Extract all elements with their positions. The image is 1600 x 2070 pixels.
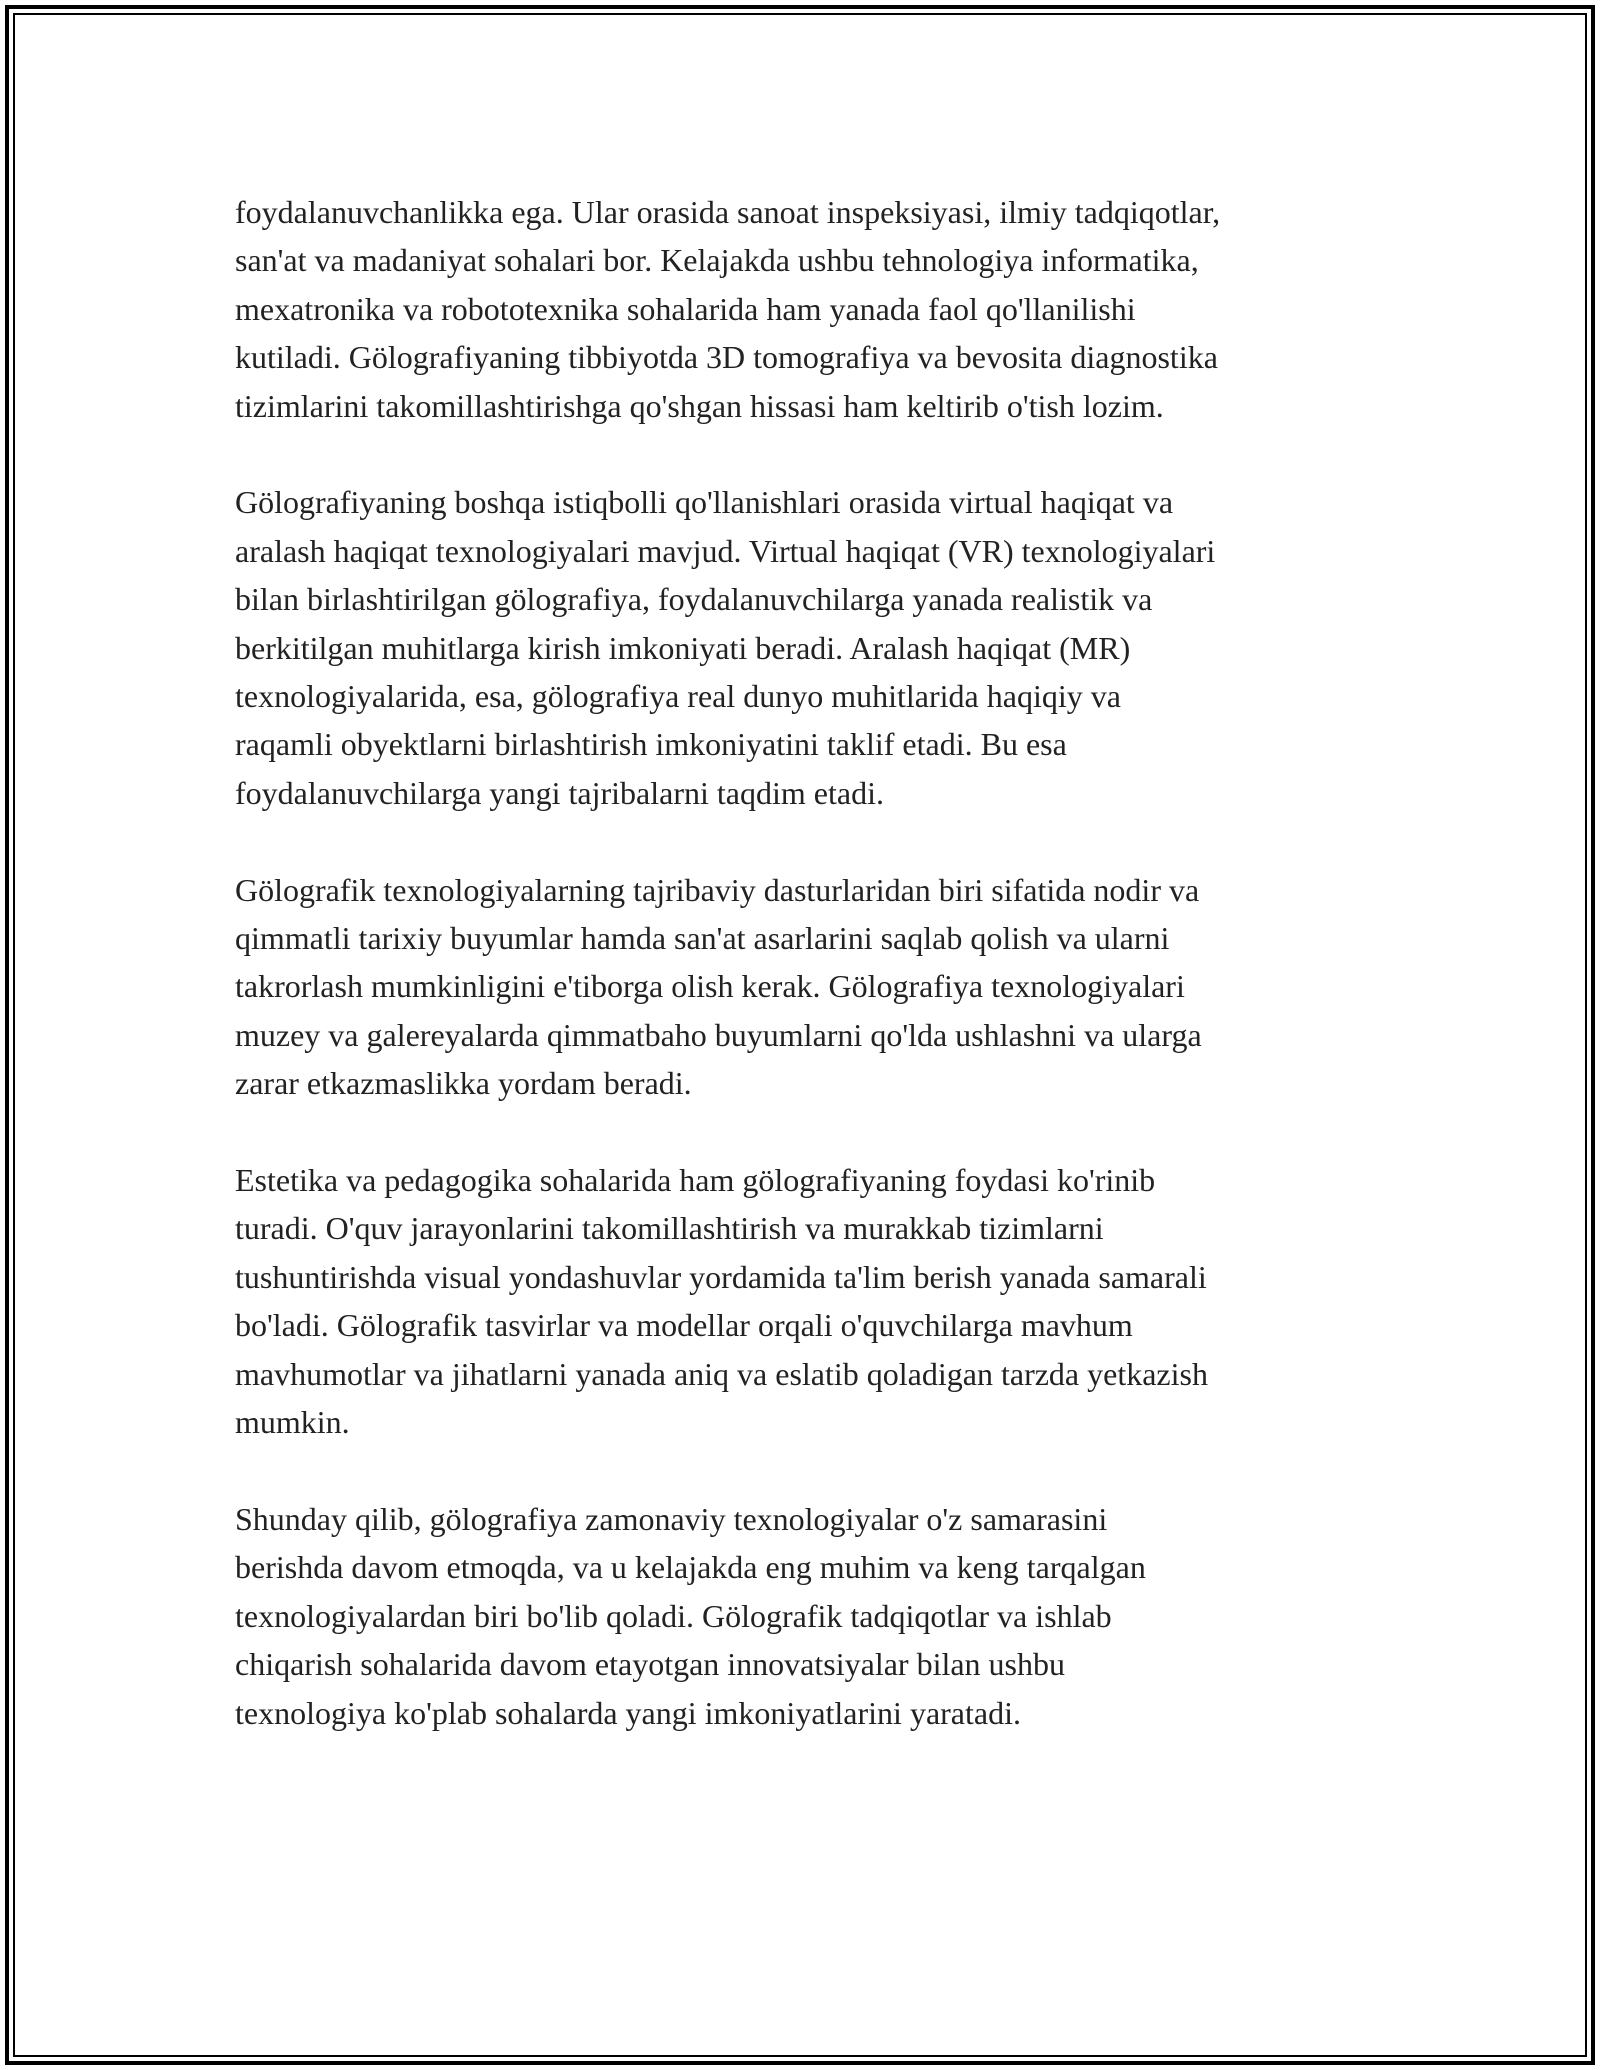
paragraph-4: Estetika va pedagogika sohalarida ham gölografiyaning foydasi ko'rinib turadi. O'quv jarayonlarini takomillashtirish va murakkab tizimlarni tushuntirishda visual yondashuvlar yordamida ta'lim berish yanada samarali bo'ladi. Gölografik tasvirlar va modellar orqali o'quvchilarga mavhum mavhumotlar va jihatlarni yanada aniq va eslatib qoladigan tarzda yetkazish mumkin. — [235, 1162, 1208, 1441]
paragraph-2: Gölografiyaning boshqa istiqbolli qo'llanishlari orasida virtual haqiqat va aralash haqiqat texnologiyalari mavjud. Virtual haqiqat (VR) texnologiyalari bilan birlashtirilgan gölografiya, foydalanuvchilarga yanada realistik va berkitilgan muhitlarga kirish imkoniyati beradi. Aralash haqiqat (MR) texnologiyalarida, esa, gölografiya real dunyo muhitlarida haqiqiy va raqamli obyektlarni birlashtirish imkoniyatini taklif etadi. Bu esa foydalanuvchilarga yangi tajribalarni taqdim etadi. — [235, 484, 1216, 811]
paragraph-1: foydalanuvchanlikka ega. Ular orasida sanoat inspeksiyasi, ilmiy tadqiqotlar, san'at va madaniyat sohalari bor. Kelajakda ushbu tehnologiya informatika, mexatronika va robototexnika sohalarida ham yanada faol qo'llanilishi kutiladi. Gölografiyaning tibbiyotda 3D tomografiya va bevosita diagnostika tizimlarini takomillashtirishga qo'shgan hissasi ham keltirib o'tish lozim. — [235, 194, 1221, 424]
document-body — [235, 188, 1385, 1785]
paragraph-5: Shunday qilib, gölografiya zamonaviy texnologiyalar o'z samarasini berishda davom etmoqda, va u kelajakda eng muhim va keng tarqalgan texnologiyalardan biri bo'lib qoladi. Gölografik tadqiqotlar va ishlab chiqarish sohalarida davom etayotgan innovatsiyalar bilan ushbu texnologiya ko'plab sohalarda yangi imkoniyatlarini yaratadi. — [235, 1500, 1146, 1731]
paragraph-3: Gölografik texnologiyalarning tajribaviy dasturlaridan biri sifatida nodir va qimmatli tarixiy buyumlar hamda san'at asarlarini saqlab qolish va ularni takrorlash mumkinligini e'tiborga olish kerak. Gölografiya texnologiyalari muzey va galereyalarda qimmatbaho buyumlarni qo'lda ushlashni va ularga zarar etkazmaslikka yordam beradi. — [235, 871, 1202, 1102]
